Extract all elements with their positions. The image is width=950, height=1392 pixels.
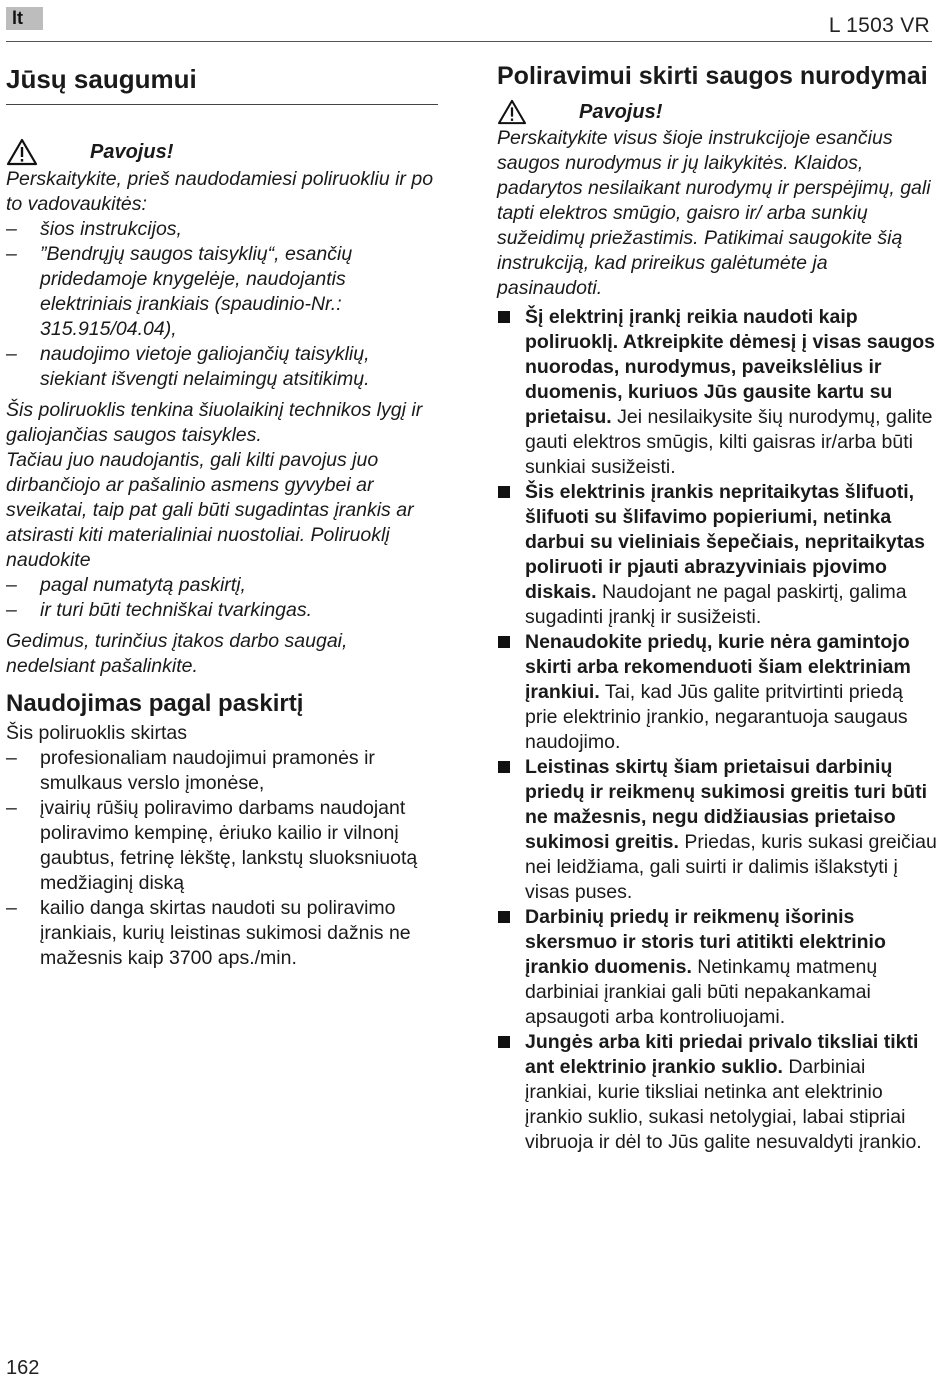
right-column [497, 58, 937, 1155]
intro-text: Perskaitykite, prieš naudodamiesi poliruokliu ir po to vadovaukitės: [6, 168, 434, 215]
bullet-square-icon [498, 1036, 510, 1048]
item-bold-text: Šis elektrinis įrankis nepritaikytas šlifuoti, šlifuoti su šlifavimo popieriumi, netinka darbui su vieliniais šepečiais, nepritaikytas poliruoti ir pjauti abrazyviniais pjovimo diskais. [525, 481, 925, 603]
item-text: Darbiniai įrankiai, kurie tiksliai netinka ant elektrinio įrankio suklio, sukasi netolygiai, labai stipriai vibruoja ir dėl to Jūs galite nesuvaldyti įrankio. [525, 1056, 922, 1153]
paragraph: Šis poliruoklis tenkina šiuolaikinį technikos lygį ir galiojančias saugos taisykles. [6, 399, 423, 446]
item-text: Netinkamų matmenų darbiniai įrankiai gali būti nepakankamai apsaugoti arba kontroliuojami. [525, 956, 878, 1028]
list-item [497, 480, 937, 630]
item-bold-text: Leistinas skirtų šiam prietaisui darbinių priedų ir reikmenų sukimosi greitis turi būti ne mažesnis, negu didžiausias prietaiso sukimosi greitis. [525, 756, 927, 853]
bullet-square-icon [498, 636, 510, 648]
usage-title: Naudojimas pagal paskirtį [6, 690, 304, 717]
item-text: Jei nesilaikysite šių nurodymų, galite gauti elektros smūgis, kilti gaisras ir/arba būti sunkiai susižeisti. [525, 406, 933, 478]
danger-warning [6, 137, 438, 167]
list-item: – profesionaliam naudojimui pramonės ir smulkaus verslo įmonėse, [6, 746, 438, 796]
item-bold-text: Šį elektrinį įrankį reikia naudoti kaip poliruoklį. Atkreipkite dėmesį į visas saugos nuorodas, nurodymus, paveikslėlius ir duomenis, kuriuos Jūs gausite kartu su prietaisu. [525, 306, 936, 428]
danger-warning [497, 98, 937, 126]
bullet-square-icon [498, 761, 510, 773]
header-rule [6, 41, 932, 42]
list-item [497, 305, 937, 480]
usage-list [6, 746, 438, 971]
usage-intro: Šis poliruoklis skirtas [6, 722, 187, 744]
intro-list [6, 217, 438, 392]
list-item: – ir turi būti techniškai tvarkingas. [6, 598, 438, 623]
paragraph: Tačiau juo naudojantis, gali kilti pavojus juo dirbančiojo ar pašalinio asmens gyvybei ar sveikatai, taip pat gali būti sugadintas įrankis ar atsirasti kiti materialiniai nuostoliai. Poliruoklį naudokite [6, 449, 414, 571]
list-item [497, 630, 937, 755]
item-bold-text: Nenaudokite priedų, kurie nėra gamintojo skirti arba rekomenduoti šiam elektriniam įrankiui. [525, 631, 911, 703]
list-item: – pagal numatytą paskirtį, [6, 573, 438, 598]
item-bold-text: Jungės arba kiti priedai privalo tiksliai tikti ant elektrinio įrankio suklio. [525, 1031, 919, 1078]
paragraph: Gedimus, turinčius įtakos darbo saugai, nedelsiant pašalinkite. [6, 630, 348, 677]
warning-triangle-icon [497, 99, 527, 125]
usage-conditions-list [6, 573, 438, 623]
list-item: – naudojimo vietoje galiojančių taisyklių, siekiant išvengti nelaimingų atsitikimų. [6, 342, 438, 392]
list-item: – šios instrukcijos, [6, 217, 438, 242]
list-item: – kailio danga skirtas naudoti su poliravimo įrankiais, kurių leistinas sukimosi dažnis ne mažesnis kaip 3700 aps./min. [6, 896, 438, 971]
list-item: – įvairių rūšių poliravimo darbams naudojant poliravimo kempinę, ėriuko kailio ir vilnonį gaubtus, fetrinę lėkštę, lankstų sluoksniuotą medžiaginį diską [6, 796, 438, 896]
item-text: Tai, kad Jūs galite pritvirtinti priedą prie elektrinio įrankio, negarantuoja saugaus naudojimo. [525, 681, 908, 753]
bullet-square-icon [498, 486, 510, 498]
item-text: Priedas, kuris sukasi greičiau nei leidžiama, gali suirti ir dalimis išlakstyti į visas puses. [525, 831, 937, 903]
item-text: Naudojant ne pagal paskirtį, galima sugadinti įrankį ir susižeisti. [525, 581, 907, 628]
safety-instructions-list [497, 305, 937, 1155]
warning-triangle-icon [6, 138, 38, 166]
model-number: L 1503 VR [828, 14, 930, 37]
list-item [497, 755, 937, 905]
warning-label: Pavojus! [90, 140, 174, 163]
language-badge: lt [6, 7, 43, 30]
warning-label: Pavojus! [579, 100, 663, 123]
left-column [6, 58, 438, 971]
item-bold-text: Darbinių priedų ir reikmenų išorinis skersmuo ir storis turi atitikti elektrinio įrankio duomenis. [525, 906, 886, 978]
list-item [497, 1030, 937, 1155]
page-number: 162 [6, 1357, 40, 1379]
safety-title: Jūsų saugumui [6, 64, 438, 105]
list-item [497, 905, 937, 1030]
list-item: – ”Bendrųjų saugos taisyklių“, esančių pridedamoje knygelėje, naudojantis elektriniais įrankiais (spaudinio-Nr.: 315.915/04.04), [6, 242, 438, 342]
intro-text: Perskaitykite visus šioje instrukcijoje esančius saugos nurodymus ir jų laikykitės. Klaidos, padarytos nesilaikant nurodymų ir perspėjimų, gali tapti elektros smūgio, gaisro ir/ arba sunkių sužeidimų priežastimis. Patikimai saugokite šią instrukciją, kad prireikus galėtumėte ja pasinaudoti. [497, 127, 931, 299]
bullet-square-icon [498, 311, 510, 323]
polishing-safety-title: Poliravimui skirti saugos nurodymai [497, 62, 928, 90]
bullet-square-icon [498, 911, 510, 923]
